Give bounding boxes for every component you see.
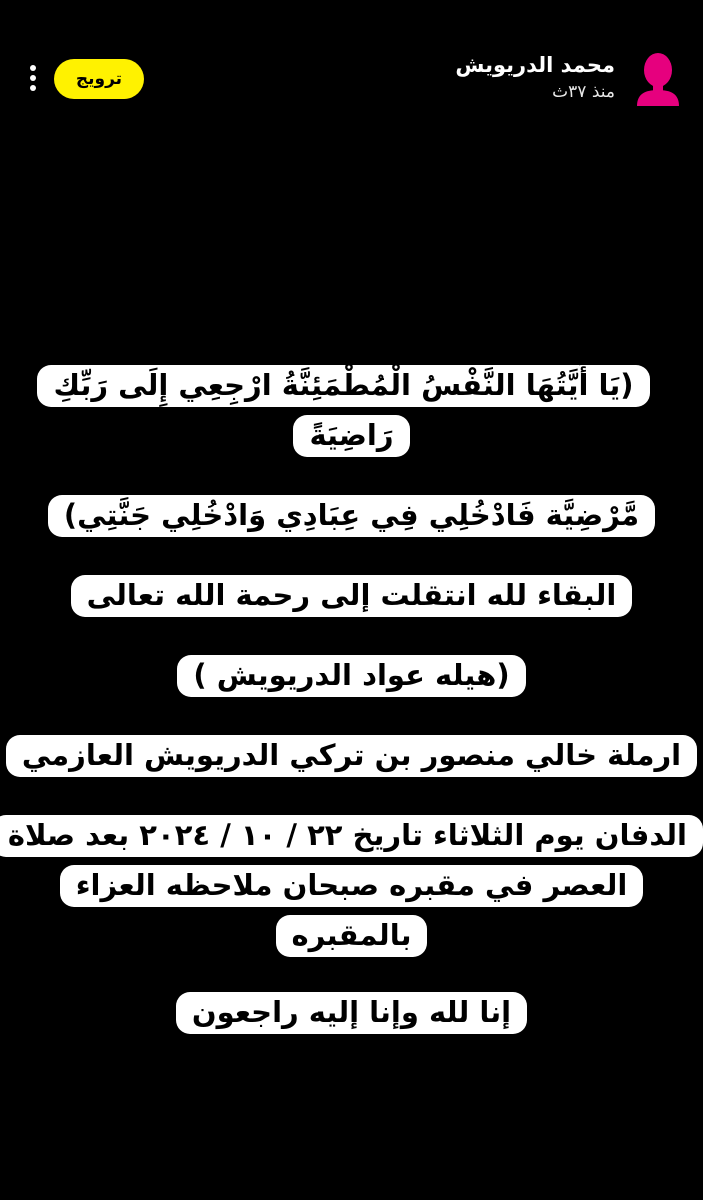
caption-quran-verse-2 [0, 490, 703, 540]
caption-text: (يَا أَيَّتُهَا النَّفْسُ الْمُطْمَئِنَّةُ ارْجِعِي إِلَى رَبِّكِ رَاضِيَةً [37, 365, 649, 457]
caption-text: إنا لله وإنا إليه راجعون [176, 992, 527, 1034]
avatar[interactable] [635, 50, 681, 106]
more-vertical-icon [30, 85, 36, 91]
more-vertical-icon [30, 65, 36, 71]
caption-relation [0, 730, 703, 780]
caption-text: ارملة خالي منصور بن تركي الدريويش العازمي [6, 735, 697, 777]
post-time: منذ ٣٧ث [552, 82, 615, 102]
story-header [0, 40, 703, 120]
caption-text: الدفان يوم الثلاثاء تاريخ ٢٢ / ١٠ / ٢٠٢٤ بعد صلاة العصر في مقبره صبحان ملاحظه العزاء بالمقبره [0, 815, 703, 957]
caption-text: (هيله عواد الدريويش ) [177, 655, 525, 697]
promote-button[interactable]: ترويج [54, 59, 144, 99]
user-info [455, 52, 615, 104]
caption-burial-details [0, 810, 703, 960]
user-name[interactable]: محمد الدريويش [455, 53, 615, 77]
bitmoji-avatar-icon [635, 50, 681, 106]
more-options-button[interactable] [22, 62, 44, 96]
caption-quran-verse-1 [0, 360, 703, 460]
more-vertical-icon [30, 75, 36, 81]
caption-condolence [0, 570, 703, 620]
caption-deceased-name [0, 650, 703, 700]
caption-text: مَّرْضِيَّة فَادْخُلِي فِي عِبَادِي وَادْخُلِي جَنَّتِي) [48, 495, 655, 537]
story-captions [0, 360, 703, 1067]
caption-closing [0, 987, 703, 1037]
caption-text: البقاء لله انتقلت إلى رحمة الله تعالى [71, 575, 633, 617]
